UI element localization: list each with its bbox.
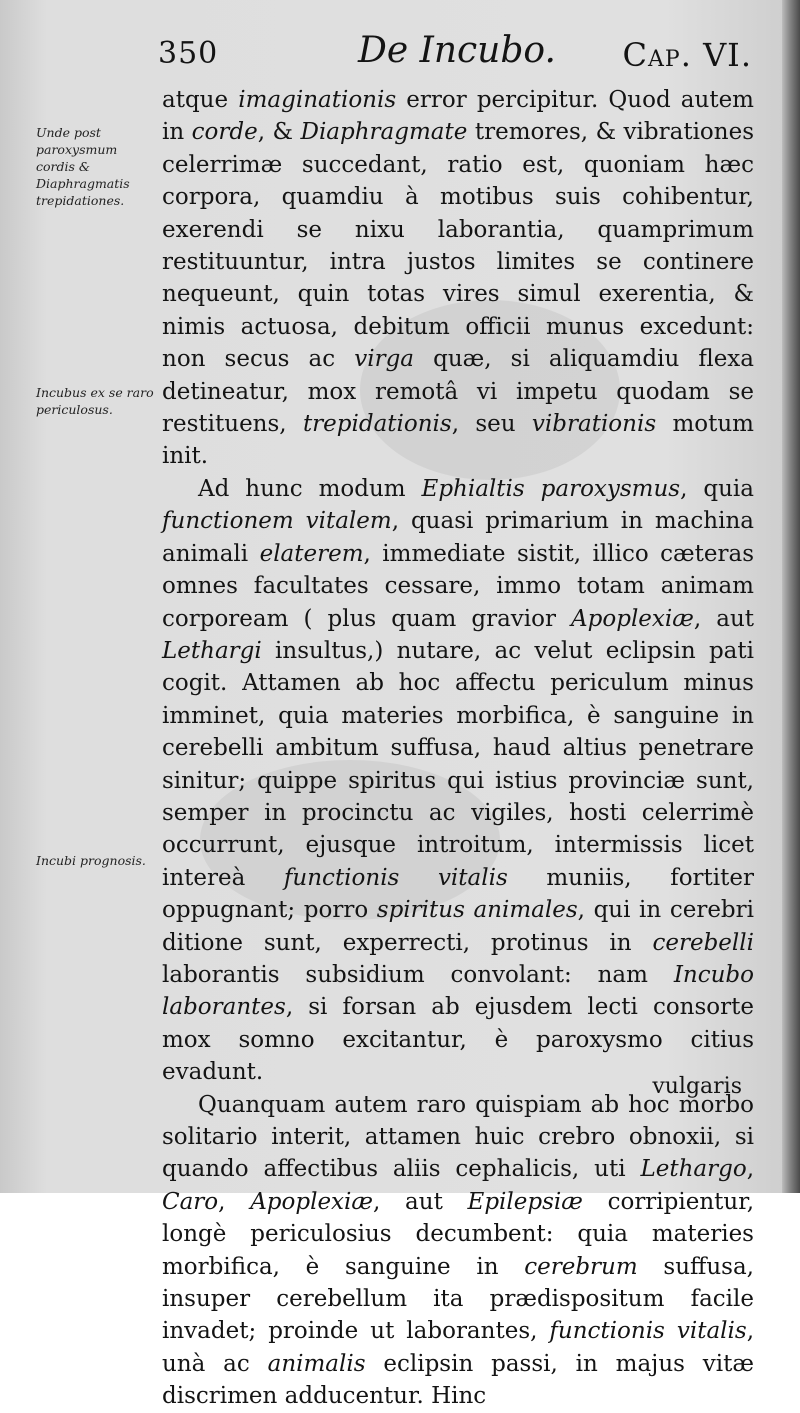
paragraph: Quanquam autem raro quispiam ab hoc morbo solitario interit, attamen huic crebro obnoxii, si quando affectibus aliis cephalicis, uti Lethargo, Caro, Apoplexiæ, aut Epilepsiæ corripientur, longè periculosius decumbent: quia materies morbifica, è sanguine in cerebrum suffusa, insuper cerebellum ita prædispositum facile invadet; proinde ut laborantes, functionis vitalis, unà ac animalis eclipsin passi, in majus vitæ discrimen adducentur. Hinc (162, 1091, 754, 1410)
main-text (162, 84, 754, 1413)
page-number: 350 (158, 36, 219, 71)
book-gutter-shadow (782, 0, 800, 1193)
marginal-note: Incubi prognosis. (36, 853, 146, 868)
running-title: De Incubo. (358, 30, 556, 71)
paragraph: atque imaginationis error percipitur. Quod autem in corde, & Diaphragmate tremores, & vibrationes celerrimæ succedant, ratio est, quoniam hæc corpora, quamdiu à motibus suis cohibentur, exerendi se nixu laborantia, quamprimum restituuntur, intra justos limites se continere nequeunt, quin totas vires simul exerentia, & nimis actuosa, debitum officii munus excedunt: non secus ac virga quæ, si aliquamdiu flexa detineatur, mox remotâ vi impetu quodam se restituens, trepidationis, seu vibrationis motum init. (162, 87, 755, 470)
marginal-note: Incubus ex se raro periculosus. (36, 385, 154, 417)
marginal-note: Unde post paroxysmum cordis & Diaphragmatis trepidationes. (36, 125, 130, 208)
chapter-heading: Cap. VI. (622, 36, 752, 74)
paragraph: Ad hunc modum Ephialtis paroxysmus, quia functionem vitalem, quasi primarium in machina animali elaterem, immediate sistit, illico cæteras omnes facultates cessare, immo totam animam corpoream ( plus quam gravior Apoplexiæ, aut Lethargi insultus,) nutare, ac velut eclipsin pati cogit. Attamen ab hoc affectu periculum minus imminet, quia materies morbifica, è sanguine in cerebelli ambitum suffusa, haud altius penetrare sinitur; quippe spiritus qui istius provinciæ sunt, semper in procinctu ac vigiles, hosti celerrimè occurrunt, ejusque introitum, intermissis licet intereà functionis vitalis muniis, fortiter oppugnant; porro spiritus animales, qui in cerebri ditione sunt, experrecti, protinus in cerebelli laborantis subsidium convolant: nam Incubo laborantes, si forsan ab ejusdem lecti consorte mox somno excitantur, è paroxysmo citius evadunt. (162, 475, 755, 1086)
page-header (158, 28, 752, 86)
catchword: vulgaris (652, 1074, 742, 1099)
